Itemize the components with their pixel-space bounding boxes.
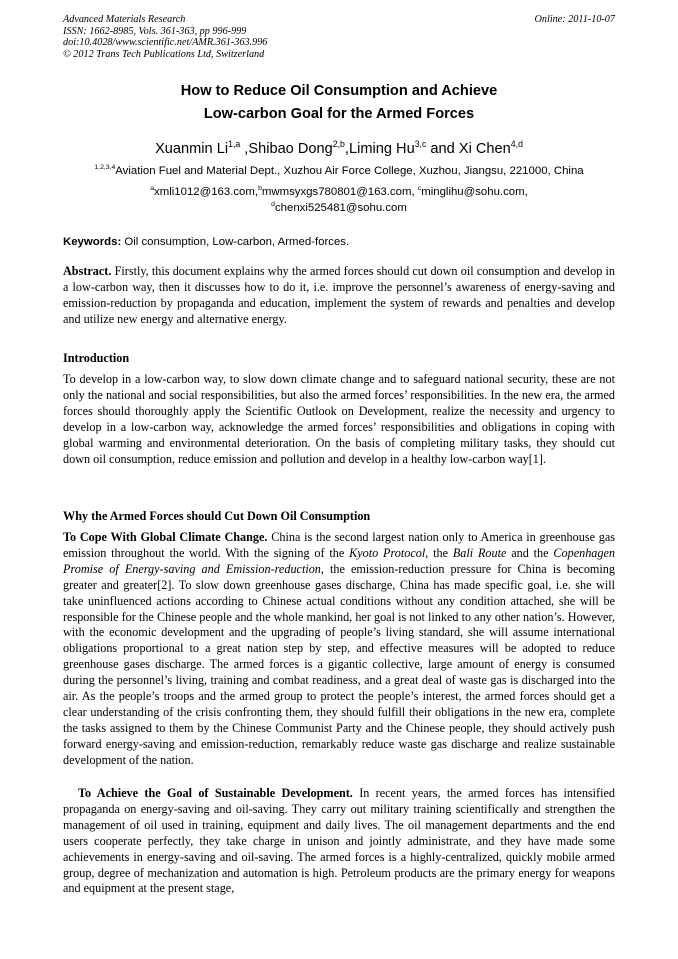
abstract-text: Firstly, this document explains why the armed forces should cut down oil consumption and develop in a low-carbon way, then it discusses how to do it, i.e. improve the personnel’s awareness of energy-saving and emission-reduction by propaganda and education, implement the system of rewards and penalties and develop and utilize new energy and alternative energy. bbox=[63, 264, 615, 326]
author-separator: , bbox=[240, 141, 249, 157]
author-marker: 1,a bbox=[228, 139, 241, 150]
email-marker: a bbox=[150, 185, 155, 193]
bali-route: Bali Route bbox=[452, 545, 507, 560]
author-marker: 3,c bbox=[414, 139, 427, 150]
affiliation-marker: 1,2,3,4 bbox=[94, 164, 116, 172]
author-list bbox=[40, 139, 638, 159]
section-heading-introduction: Introduction bbox=[63, 351, 130, 365]
email-marker: b bbox=[258, 185, 262, 193]
email-link[interactable]: minglihu@sohu.com, bbox=[421, 186, 528, 198]
author-emails bbox=[40, 184, 638, 216]
email-line-2 bbox=[40, 200, 638, 216]
author-separator: and bbox=[426, 141, 459, 157]
email-marker: d bbox=[271, 201, 275, 209]
author-name: Liming Hu bbox=[348, 141, 415, 157]
copenhagen-promise: Copenhagen Promise of Energy-saving and Emission-reduction bbox=[63, 545, 615, 576]
introduction-paragraph: To develop in a low-carbon way, to slow down climate change and to safeguard national security, these are not only the national and social responsibilities, but also the armed forces’ responsibilities. In the new era, the armed forces should thoroughly apply the Scientific Outlook on Development, realize the necessity and urgency to develop in a low-carbon way, acknowledge the armed forces’ responsibilities and obligations in coping with global warming and environmental deterioration. On the basis of completing military tasks, they should cut down oil consumption, reduce emission and pollution and develop in a healthy low-carbon way[1]. bbox=[63, 372, 615, 466]
paragraph-text: China is the second largest nation only to America in greenhouse gas emission throughout the world. With the signing of the bbox=[63, 530, 615, 560]
journal-copyright: © 2012 Trans Tech Publications Ltd, Switzerland bbox=[63, 48, 265, 60]
author-name: Xi Chen bbox=[458, 141, 511, 157]
online-date: Online: 2011-10-07 bbox=[534, 14, 615, 25]
section2-paragraph-1 bbox=[63, 530, 615, 769]
journal-name: Advanced Materials Research bbox=[63, 14, 186, 25]
section2-paragraph-2 bbox=[63, 786, 615, 897]
email-line-1 bbox=[40, 184, 638, 200]
title-line-2: Low-carbon Goal for the Armed Forces bbox=[203, 106, 475, 122]
affiliation bbox=[40, 164, 638, 179]
keywords-label: Keywords: bbox=[63, 236, 122, 248]
author-marker: 4,d bbox=[510, 139, 523, 150]
paragraph-text: In recent years, the armed forces has intensified propaganda on energy-saving and oil-saving. They carry out military training scientifically and strengthen the management of oil used in training, equipment and daily lives. The oil management departments and the end users cooperate perfectly, they take charge in unison and jointly administrate, and they have made some achievements in energy-saving and oil-saving. The armed forces is a highly-centralized, quickly mobile armed group, degree of mechanization and automation is high. Petroleum products are the primary energy for weapons and equipment at the present stage, bbox=[63, 786, 615, 896]
author-name: Shibao Dong bbox=[248, 141, 333, 157]
abstract bbox=[63, 264, 615, 328]
keywords-text: Oil consumption, Low-carbon, Armed-forces. bbox=[121, 236, 350, 248]
paragraph-lead: To Achieve the Goal of Sustainable Development. bbox=[78, 786, 353, 800]
section-heading-why: Why the Armed Forces should Cut Down Oil Consumption bbox=[63, 509, 371, 523]
journal-header bbox=[63, 14, 267, 60]
abstract-label: Abstract. bbox=[63, 264, 112, 278]
paragraph-text: , the emission-reduction pressure for China is becoming greater and greater[2]. To slow down greenhouse gases discharge, China has made specific goal, i.e. she will take uninfluenced actions according to Chinese actual conditions without any condition attached, she will be responsible for the Chinese people and the whole mankind, her goal is not linked to any other nation’s. However, with the economic development and the upgrading of people’s living standard, she will assume international obligations proportional to a great nation step by step, and effective measures will be adopted to reduce greenhouse gases discharge. The armed forces is a gigantic collective, large amount of energy is consumed during the personnel’s living, training and combat readiness, and a great deal of waste gas is discharged into the air. As the people’s troops and the armed group to protect the people’s interest, the armed forces should get a clear understanding of the crisis confronting them, they should fulfill their obligations in the new era, complete the tasks assigned to them by the Chinese Communist Party and the Chinese people, they should actively push forward energy-saving and emission-reduction, remarkably reduce waste gas discharge and realize sustainable development of the nation. bbox=[63, 561, 615, 767]
email-link[interactable]: chenxi525481@sohu.com bbox=[274, 202, 407, 214]
author-marker: 2,b bbox=[332, 139, 345, 150]
paragraph-text: and the bbox=[506, 545, 554, 560]
title-line-1: How to Reduce Oil Consumption and Achieve bbox=[180, 83, 498, 99]
email-marker: c bbox=[417, 185, 422, 193]
paragraph-lead: To Cope With Global Climate Change. bbox=[63, 530, 268, 544]
kyoto-protocol: Kyoto Protocol bbox=[349, 545, 426, 560]
journal-issn: ISSN: 1662-8985, Vols. 361-363, pp 996-999 bbox=[63, 25, 247, 37]
journal-doi: doi:10.4028/www.scientific.net/AMR.361-363.996 bbox=[63, 37, 268, 48]
paragraph-text: , the bbox=[425, 545, 453, 560]
email-link[interactable]: mwmsyxgs780801@163.com, bbox=[261, 186, 418, 198]
paper-title bbox=[40, 80, 638, 126]
affiliation-text: Aviation Fuel and Material Dept., Xuzhou Air Force College, Xuzhou, Jiangsu, 221000, China bbox=[115, 165, 584, 177]
email-link[interactable]: xmli1012@163.com, bbox=[154, 186, 259, 198]
keywords bbox=[63, 235, 615, 250]
author-separator: , bbox=[344, 141, 349, 157]
author-name: Xuanmin Li bbox=[155, 141, 229, 157]
